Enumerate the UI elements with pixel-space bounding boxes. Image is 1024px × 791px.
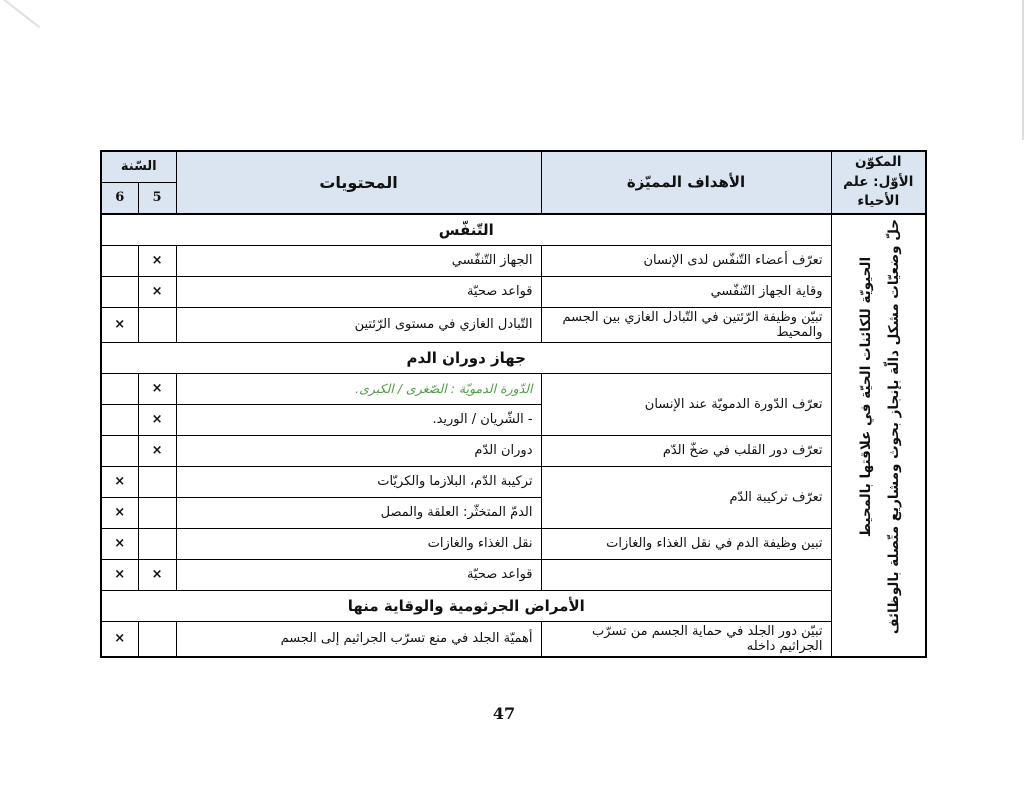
content-cell: الدمّ المتخثّر: العلقة والمصل [176,497,541,528]
year6-mark-cell: × [101,307,138,342]
component-header: المكوّن الأوّل: علم الأحياء [831,151,926,214]
table-row [101,245,926,276]
year5-mark-cell [138,497,176,528]
year5-mark-cell [138,621,176,657]
table-row [101,276,926,307]
objective-cell: تعرّف دور القلب في ضخّ الدّم [541,435,831,466]
content-cell: الدّورة الدمويّة : الصّغرى / الكبرى. [176,373,541,404]
objective-cell: تبيّن دور الجلد في حماية الجسم من تسرّب الجراثيم داخله [541,621,831,657]
page-number: 47 [492,704,516,723]
year6-mark-cell [101,435,138,466]
section-title: الأمراض الجرثومية والوقاية منها [101,590,831,621]
year5-mark-cell [138,528,176,559]
content-cell: نقل الغذاء والغازات [176,528,541,559]
table-row [101,528,926,559]
content-cell: أهميّة الجلد في منع تسرّب الجراثيم إلى الجسم [176,621,541,657]
content-cell: - الشّريان / الوريد. [176,404,541,435]
scan-artifact-corner [0,0,40,28]
year5-mark-cell [138,466,176,497]
content-cell: دوران الدّم [176,435,541,466]
objective-cell: وقاية الجهاز التّنفّسي [541,276,831,307]
section-row [101,590,926,621]
objective-cell: تعرّف تركيبة الدّم [541,466,831,528]
objective-cell [541,559,831,590]
objective-cell: تعرّف أعضاء التّنفّس لدى الإنسان [541,245,831,276]
table-row [101,559,926,590]
year6-mark-cell [101,276,138,307]
header-row-1 [101,151,926,182]
objective-cell: تبيّن وظيفة الرّئتين في التّبادل الغازي بين الجسم والمحيط [541,307,831,342]
table-row [101,373,926,404]
year-header: السّنة [101,151,176,182]
competency-text-line2: الحيويّة للكائنات الحيّة في علاقتها بالمحيط [857,256,874,537]
year6-mark-cell: × [101,466,138,497]
table-row [101,466,926,497]
year5-mark-cell [138,307,176,342]
year-col-5: 5 [138,182,176,213]
objectives-header: الأهداف المميّزة [541,151,831,214]
year6-mark-cell: × [101,621,138,657]
year5-mark-cell: × [138,373,176,404]
objective-cell: تعرّف الدّورة الدمويّة عند الإنسان [541,373,831,435]
year5-mark-cell: × [138,276,176,307]
section-title: جهاز دوران الدم [101,342,831,373]
competency-cell [831,214,926,657]
year5-mark-cell: × [138,559,176,590]
section-row [101,214,926,246]
content-cell: قواعد صحيّة [176,559,541,590]
content-cell: تركيبة الدّم، البلازما والكريّات [176,466,541,497]
year6-mark-cell: × [101,497,138,528]
table-row [101,435,926,466]
year5-mark-cell: × [138,245,176,276]
section-title: التّنفّس [101,214,831,246]
table-body [101,214,926,657]
year6-mark-cell [101,404,138,435]
year-col-6: 6 [101,182,138,213]
contents-header: المحتويات [176,151,541,214]
table-row [101,621,926,657]
year6-mark-cell [101,245,138,276]
year6-mark-cell: × [101,559,138,590]
year6-mark-cell: × [101,528,138,559]
year6-mark-cell [101,373,138,404]
year5-mark-cell: × [138,404,176,435]
section-row [101,342,926,373]
curriculum-table [100,150,927,658]
content-cell: قواعد صحيّة [176,276,541,307]
objective-cell: تبين وظيفة الدم في نقل الغذاء والغازات [541,528,831,559]
year5-mark-cell: × [138,435,176,466]
content-cell: الجهاز التّنفّسي [176,245,541,276]
content-cell: التّبادل الغازي في مستوى الرّئتين [176,307,541,342]
competency-text-line1: حلّ وضعيّات مشكل دالّة بإنجاز بحوث ومشاريع متّصلة بالوظائف [885,218,902,634]
table-row [101,307,926,342]
curriculum-table-wrap [100,150,925,658]
